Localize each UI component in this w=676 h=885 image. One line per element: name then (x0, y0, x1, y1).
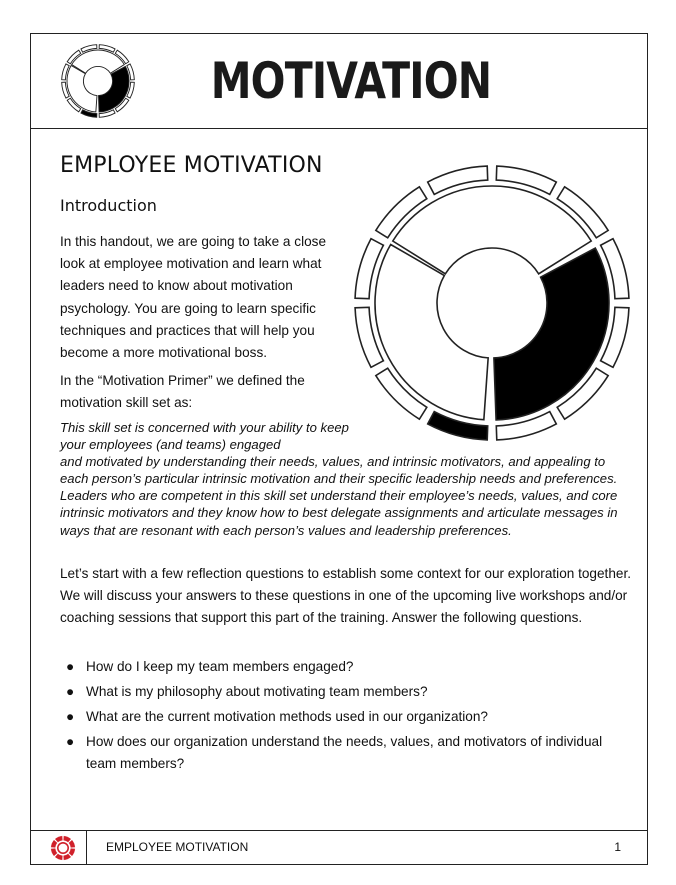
red-ring-logo-icon (50, 835, 76, 861)
logo-segment (69, 849, 75, 856)
bullet-icon: ● (66, 709, 75, 724)
question-text: How do I keep my team members engaged? (86, 659, 354, 674)
segmented-motivation-wheel-icon (352, 163, 632, 443)
footer-divider (86, 831, 87, 864)
segmented-ring-logo-icon (59, 42, 137, 120)
question-text: How does our organization understand the needs, values, and motivators of individual team members? (86, 734, 603, 771)
section-subtitle: Introduction (60, 196, 157, 215)
page-footer (30, 830, 648, 865)
reflection-paragraph: Let’s start with a few reflection questions to establish some context for our exploration together. We will discuss your answers to these questions in one of the upcoming live workshops and/or coaching sessions that support this part of the training. Answer the following questions. (60, 566, 631, 625)
logo-segment (64, 854, 71, 860)
intro-paragraph: In this handout, we are going to take a close look at employee motivation and learn what leaders need to know about motivation psychology. You are going to learn specific techniques and practices that will help you become a more motivational boss. (60, 234, 327, 361)
logo-segment (55, 854, 62, 860)
page-number: 1 (614, 840, 621, 854)
list-item (60, 706, 632, 728)
logo-segment (64, 836, 71, 842)
page-header (30, 33, 648, 129)
question-list (60, 656, 632, 778)
question-text: What are the current motivation methods used in our organization? (86, 709, 488, 724)
list-item (60, 656, 632, 678)
logo-segment (51, 840, 57, 847)
list-item (60, 681, 632, 703)
quote-part-1: This skill set is concerned with your ability to keep your employees (and teams) engaged (60, 420, 349, 453)
document-title: EMPLOYEE MOTIVATION (60, 153, 323, 178)
primer-paragraph: In the “Motivation Primer” we defined the motivation skill set as: (60, 373, 305, 410)
quote-part-2: and motivated by understanding their needs, values, and intrinsic motivators, and appealing to each person’s particular intrinsic motivation and their specific leadership needs and preferences. Leaders who are competent in this skill set understand their employee’s needs, values, and core intrinsic motivators and they know how to best delegate assignments and articulate messages in ways that are resonant with each person’s values and leadership preferences. (60, 454, 618, 538)
logo-center (58, 843, 68, 853)
bullet-icon: ● (66, 659, 75, 674)
logo-segment (51, 849, 57, 856)
bullet-icon: ● (66, 684, 75, 699)
list-item (60, 731, 632, 775)
logo-segment (55, 836, 62, 842)
header-title: MOTIVATION (210, 52, 492, 110)
bullet-icon: ● (66, 734, 75, 749)
logo-segment (69, 840, 75, 847)
question-text: What is my philosophy about motivating team members? (86, 684, 428, 699)
footer-title: EMPLOYEE MOTIVATION (106, 840, 249, 854)
